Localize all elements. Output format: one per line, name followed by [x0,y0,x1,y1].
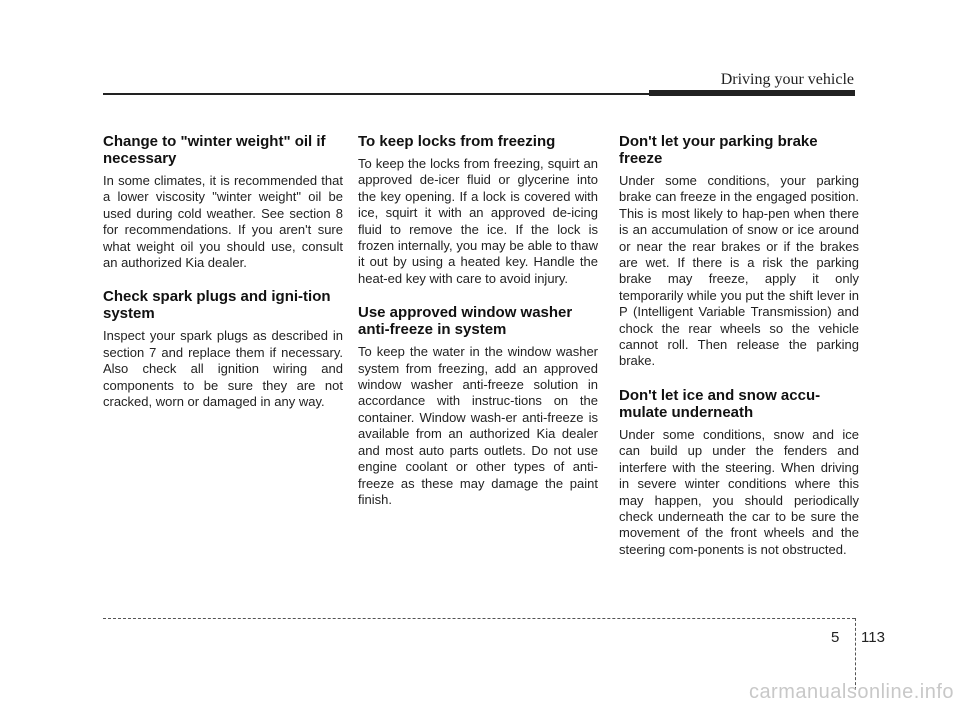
section-heading-spark-plugs: Check spark plugs and igni-tion system [103,288,331,323]
column-3 [619,133,859,575]
header-rule [103,93,649,95]
watermark: carmanualsonline.info [748,681,954,703]
footer-rule [103,618,855,619]
section-heading-washer: Use approved window washer anti-freeze in system [358,304,573,339]
column-1 [103,133,343,427]
header-bar [649,90,855,96]
section-body-ice-snow: Under some conditions, snow and ice can build up under the fenders and interfere with the steering. When driving in severe winter conditions where this may happen, you should periodically check underneath the car to be sure the movement of the front wheels and the steering com-ponents is not obstructed. [619,426,859,557]
footer-divider [855,618,856,690]
section-body-spark-plugs: Inspect your spark plugs as described in section 7 and replace them if necessary. Also check all ignition wiring and components to be sure they are not cracked, worn or damaged in any way. [103,328,343,410]
section-body-washer: To keep the water in the window washer system from freezing, add an approved window washer anti-freeze solution in accordance with instruc-tions on the container. Window wash-er anti-freeze is available from an authorized Kia dealer and most auto parts outlets. Do not use engine coolant or other types of anti-freeze as these may damage the paint finish. [358,344,598,507]
section-body-parking-brake: Under some conditions, your parking brake can freeze in the engaged position. This is most likely to hap-pen when there is an accumulation of snow or ice around or near the rear brakes or if the brakes are wet. If there is a risk the parking brake may freeze, apply it only temporarily while you put the shift lever in P (Intelligent Variable Transmission) and chock the rear wheels so the vehicle cannot roll. Then release the parking brake. [619,173,859,369]
section-heading-parking-brake: Don't let your parking brake freeze [619,133,818,167]
section-body-winter-oil: In some climates, it is recommended that a lower viscosity "winter weight" oil be used during cold weather. See section 8 for recommendations. If you aren't sure what weight oil you should use, consult an authorized Kia dealer. [103,173,343,271]
section-heading-ice-snow: Don't let ice and snow accu-mulate underneath [619,386,821,421]
running-header: Driving your vehicle [720,71,854,88]
section-heading-winter-oil: Change to "winter weight" oil if necessary [103,133,326,167]
section-heading-locks: To keep locks from freezing [358,133,556,150]
page-number: 113 [861,629,885,646]
section-number: 5 [831,629,840,646]
section-body-locks: To keep the locks from freezing, squirt an approved de-icer fluid or glycerine into the key opening. If a lock is covered with ice, squirt it with an approved de-icing fluid to remove the ice. If the lock is frozen internally, you may be able to thaw it out by using a heated key. Handle the heat-ed key with care to avoid injury. [358,156,598,286]
column-2 [358,133,598,525]
